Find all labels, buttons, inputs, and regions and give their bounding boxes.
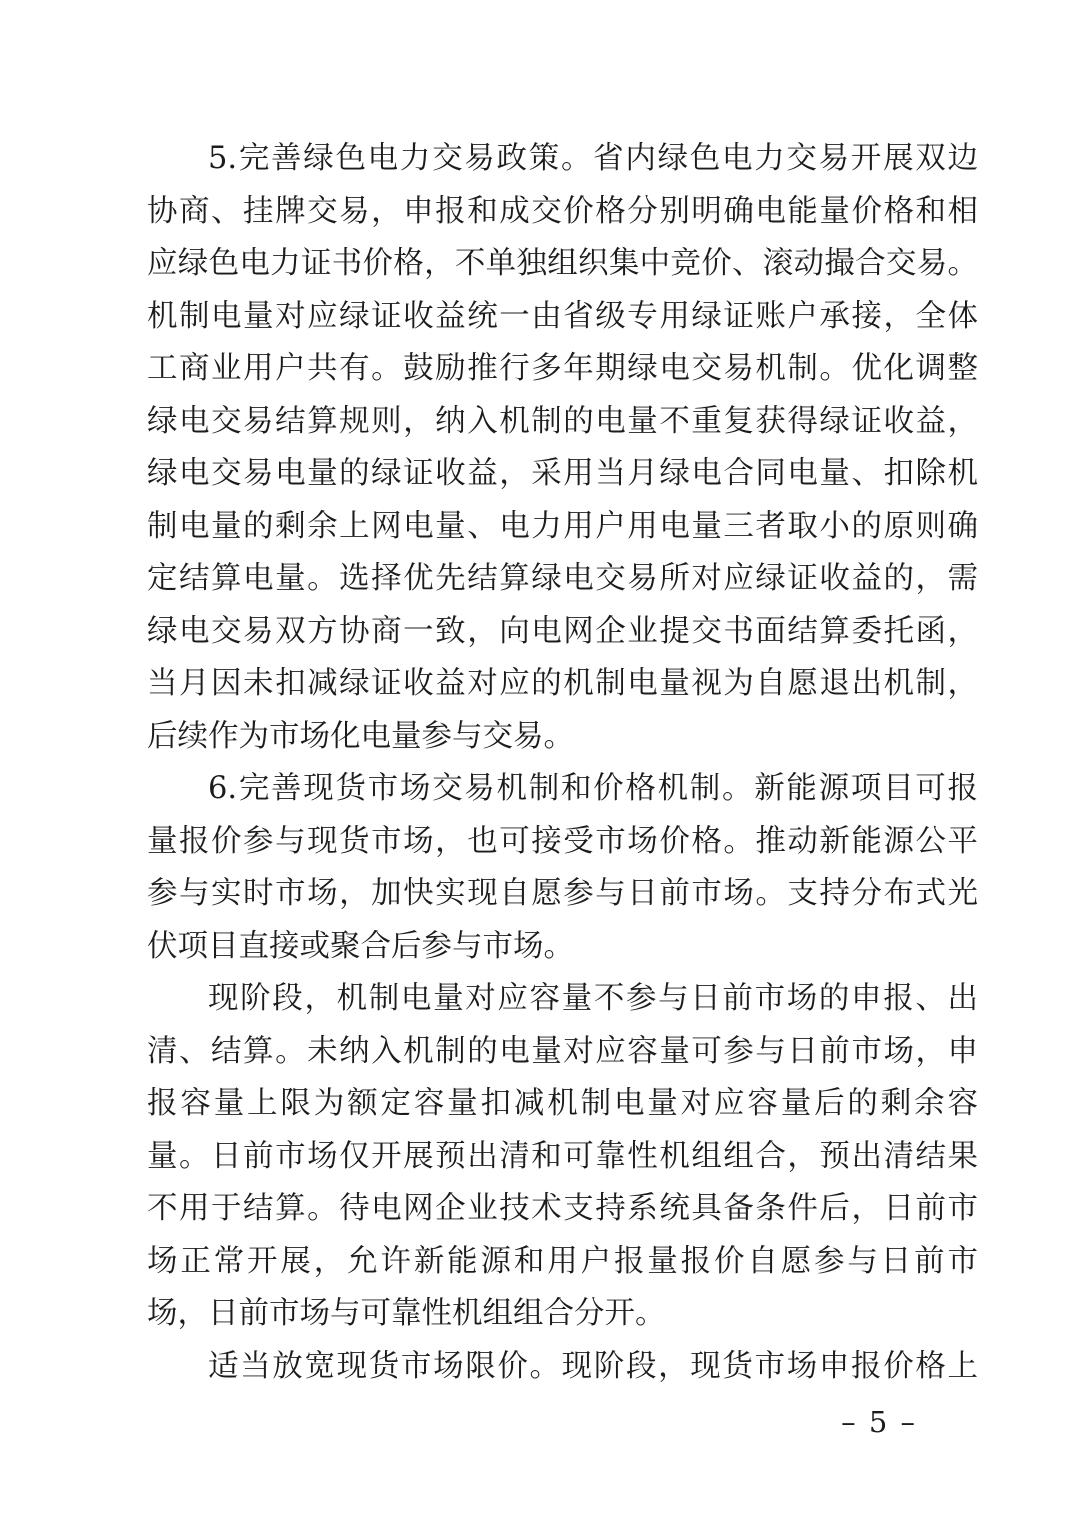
paragraph-price-limit bbox=[147, 1341, 978, 1394]
text-line: 制电量的剩余上网电量、电力用户用电量三者取小的原则确 bbox=[147, 508, 978, 544]
text-line: 后续作为市场化电量参与交易。 bbox=[147, 718, 574, 754]
text-line: 应绿色电力证书价格，不单独组织集中竞价、滚动撮合交易。 bbox=[147, 246, 978, 281]
text-line: 绿电交易双方协商一致，向电网企业提交书面结算委托函， bbox=[147, 613, 978, 649]
text-line: 协商、挂牌交易，申报和成交价格分别明确电能量价格和相 bbox=[147, 193, 978, 229]
text-block bbox=[147, 133, 978, 1393]
text-line: 量。日前市场仅开展预出清和可靠性机组组合，预出清结果 bbox=[147, 1138, 978, 1174]
text-line: 当月因未扣减绿证收益对应的机制电量视为自愿退出机制， bbox=[147, 666, 978, 701]
text-line: 适当放宽现货市场限价。现阶段，现货市场申报价格上 bbox=[208, 1348, 978, 1384]
paragraph-item-6 bbox=[147, 763, 978, 973]
text-line: 场，日前市场与可靠性机组组合分开。 bbox=[147, 1296, 666, 1331]
text-line: 6.完善现货市场交易机制和价格机制。新能源项目可报 bbox=[208, 771, 978, 806]
text-line: 报容量上限为额定容量扣减机制电量对应容量后的剩余容 bbox=[147, 1086, 978, 1121]
text-line: 不用于结算。待电网企业技术支持系统具备条件后，日前市 bbox=[147, 1191, 978, 1226]
text-line: 定结算电量。选择优先结算绿电交易所对应绿证收益的，需 bbox=[147, 561, 978, 596]
text-line: 绿电交易电量的绿证收益，采用当月绿电合同电量、扣除机 bbox=[147, 456, 978, 491]
text-line: 机制电量对应绿证收益统一由省级专用绿证账户承接，全体 bbox=[147, 298, 978, 334]
text-line: 伏项目直接或聚合后参与市场。 bbox=[147, 928, 574, 964]
paragraph-item-5 bbox=[147, 133, 978, 763]
text-line: 清、结算。未纳入机制的电量对应容量可参与日前市场，申 bbox=[147, 1033, 978, 1069]
text-line: 量报价参与现货市场，也可接受市场价格。推动新能源公平 bbox=[147, 823, 978, 859]
text-line: 现阶段，机制电量对应容量不参与日前市场的申报、出 bbox=[208, 981, 978, 1016]
text-line: 5.完善绿色电力交易政策。省内绿色电力交易开展双边 bbox=[208, 141, 978, 176]
text-line: 参与实时市场，加快实现自愿参与日前市场。支持分布式光 bbox=[147, 876, 978, 911]
text-line: 绿电交易结算规则，纳入机制的电量不重复获得绿证收益， bbox=[147, 403, 978, 439]
text-line: 工商业用户共有。鼓励推行多年期绿电交易机制。优化调整 bbox=[147, 351, 978, 386]
page-number: – 5 – bbox=[841, 1405, 917, 1439]
text-line: 场正常开展，允许新能源和用户报量报价自愿参与日前市 bbox=[147, 1243, 978, 1279]
paragraph-current-stage bbox=[147, 973, 978, 1341]
